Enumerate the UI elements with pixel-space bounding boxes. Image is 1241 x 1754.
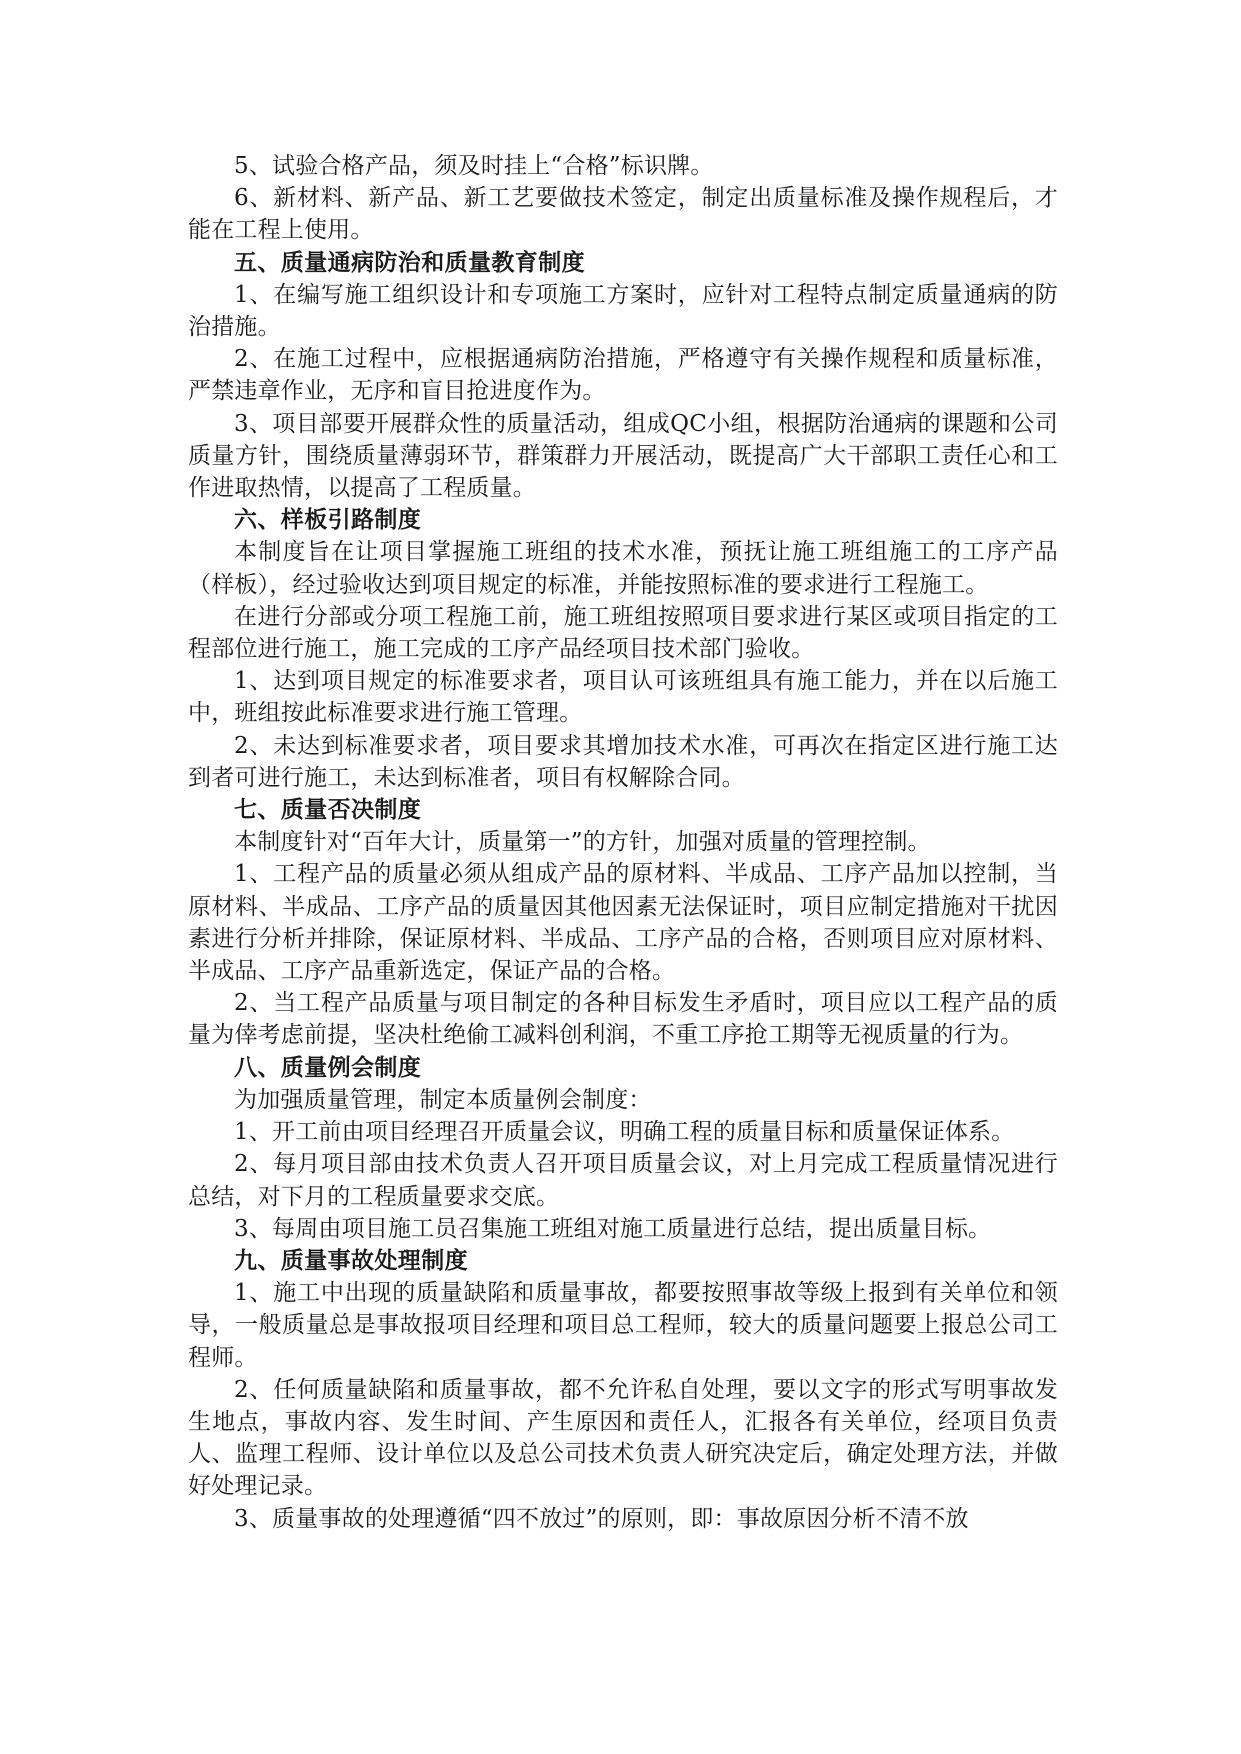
paragraph: 在进行分部或分项工程施工前，施工班组按照项目要求进行某区或项目指定的工程部位进行施工，施工完成的工序产品经项目技术部门验收。 — [188, 603, 1058, 663]
section-heading: 五、质量通病防治和质量教育制度 — [234, 248, 585, 276]
paragraph: 2、未达到标准要求者，项目要求其增加技术水准，可再次在指定区进行施工达到者可进行施工，未达到标准者，项目有权解除合同。 — [188, 732, 1058, 791]
paragraph: 1、开工前由项目经理召开质量会议，明确工程的质量目标和质量保证体系。 — [234, 1119, 1015, 1146]
section-heading: 六、样板引路制度 — [234, 506, 422, 534]
section-heading: 九、质量事故处理制度 — [234, 1246, 468, 1274]
paragraph: 3、每周由项目施工员召集施工班组对施工质量进行总结，提出质量目标。 — [234, 1215, 992, 1242]
paragraph: 本制度旨在让项目掌握施工班组的技术水准，预抚让施工班组施工的工序产品（样板），经过验收达到项目规定的标准，并能按照标准的要求进行工程施工。 — [188, 539, 1058, 598]
paragraph: 3、项目部要开展群众性的质量活动，组成QC小组，根据防治通病的课题和公司质量方针，围绕质量薄弱环节，群策群力开展活动，既提高广大干部职工责任心和工作进取热情，以提高了工程质量。 — [188, 410, 1058, 502]
paragraph: 2、每月项目部由技术负责人召开项目质量会议，对上月完成工程质量情况进行总结，对下月的工程质量要求交底。 — [188, 1151, 1058, 1210]
paragraph: 2、当工程产品质量与项目制定的各种目标发生矛盾时，项目应以工程产品的质量为倖考虑前提，坚决杜绝偷工减料创利润，不重工序抢工期等无视质量的行为。 — [188, 990, 1058, 1049]
section-heading: 七、质量否决制度 — [234, 796, 422, 824]
paragraph: 本制度针对“百年大计，质量第一”的方针，加强对质量的管理控制。 — [234, 829, 931, 856]
paragraph: 5、试验合格产品，须及时挂上“合格”标识牌。 — [234, 153, 714, 179]
paragraph: 6、新材料、新产品、新工艺要做技术签定，制定出质量标准及操作规程后，才能在工程上使用。 — [188, 185, 1058, 244]
section-heading: 八、质量例会制度 — [234, 1053, 422, 1081]
paragraph: 为加强质量管理，制定本质量例会制度： — [234, 1086, 652, 1113]
paragraph: 3、质量事故的处理遵循“四不放过”的原则，即：事故原因分析不清不放 — [234, 1505, 969, 1532]
paragraph: 1、达到项目规定的标准要求者，项目认可该班组具有施工能力，并在以后施工中，班组按此标准要求进行施工管理。 — [188, 668, 1058, 727]
paragraph: 1、工程产品的质量必须从组成产品的原材料、半成品、工序产品加以控制，当原材料、半成品、工序产品的质量因其他因素无法保证时，项目应制定措施对干扰因素进行分析并排除，保证原材料、半成品、工序产品的合格，否则项目应对原材料、半成品、工序产品重新选定，保证产品的合格。 — [188, 861, 1058, 985]
paragraph: 1、施工中出现的质量缺陷和质量事故，都要按照事故等级上报到有关单位和领导，一般质量总是事故报项目经理和项目总工程师，较大的质量问题要上报总公司工程师。 — [188, 1280, 1058, 1371]
paragraph: 2、在施工过程中，应根据通病防治措施，严格遵守有关操作规程和质量标准，严禁违章作业，无序和盲目抢进度作为。 — [188, 346, 1058, 405]
paragraph: 1、在编写施工组织设计和专项施工方案时，应针对工程特点制定质量通病的防治措施。 — [188, 281, 1058, 341]
document-page — [188, 150, 1058, 1535]
paragraph: 2、任何质量缺陷和质量事故，都不允许私自处理，要以文字的形式写明事故发生地点，事故内容、发生时间、产生原因和责任人，汇报各有关单位，经项目负责人、监理工程师、设计单位以及总公司技术负责人研究决定后，确定处理方法，并做好处理记录。 — [188, 1376, 1058, 1500]
